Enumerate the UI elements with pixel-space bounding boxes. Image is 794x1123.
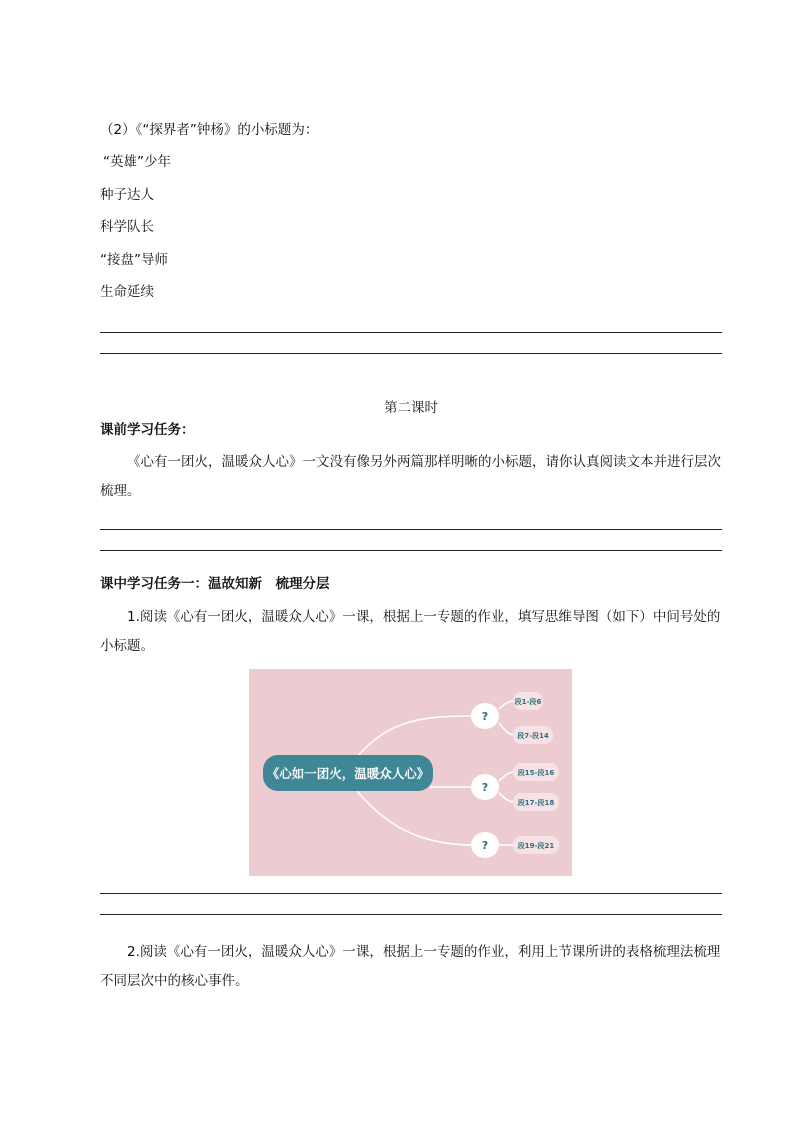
- question-mark: ?: [481, 710, 489, 723]
- lesson-title: 第二课时: [384, 400, 438, 416]
- list-item: “接盘”导师: [100, 252, 168, 268]
- leaf-label: 段17-段18: [517, 799, 555, 807]
- mind-map: [249, 669, 572, 876]
- question-mark: ?: [481, 839, 489, 852]
- task1-heading: 课中学习任务一：温故知新 梳理分层: [100, 576, 330, 592]
- answer-line: [100, 550, 722, 551]
- leaf-label: 段7-段14: [517, 732, 549, 740]
- list-item: “英雄”少年: [103, 154, 171, 170]
- pre-task-text: 《心有一团火，温暖众人心》一文没有像另外两篇那样明晰的小标题，请你认真阅读文本并进行层次梳理。: [100, 454, 721, 499]
- leaf-label: 段1-段6: [514, 698, 542, 706]
- question-1-text: 1.阅读《心有一团火，温暖众人心》一课，根据上一专题的作业，填写思维导图（如下）中问号处的小标题。: [100, 609, 721, 654]
- answer-line: [100, 893, 722, 894]
- question-2-text: 2.阅读《心有一团火，温暖众人心》一课，根据上一专题的作业，利用上节课所讲的表格梳理法梳理不同层次中的核心事件。: [100, 944, 721, 989]
- list-item: 生命延续: [100, 284, 154, 300]
- leaf-label: 段15-段16: [517, 769, 555, 777]
- list-item: 科学队长: [100, 219, 154, 235]
- answer-line: [100, 914, 722, 915]
- list-item: 种子达人: [100, 187, 154, 203]
- answer-line: [100, 353, 722, 354]
- pre-task-heading: 课前学习任务：: [100, 422, 195, 438]
- center-node-label: 《心如一团火，温暖众人心》: [266, 766, 430, 781]
- answer-line: [100, 332, 722, 333]
- question-mark: ?: [481, 781, 489, 794]
- answer-line: [100, 529, 722, 530]
- subsection-heading: （2）《“探界者”钟杨》的小标题为：: [100, 122, 319, 138]
- leaf-label: 段19-段21: [517, 842, 555, 850]
